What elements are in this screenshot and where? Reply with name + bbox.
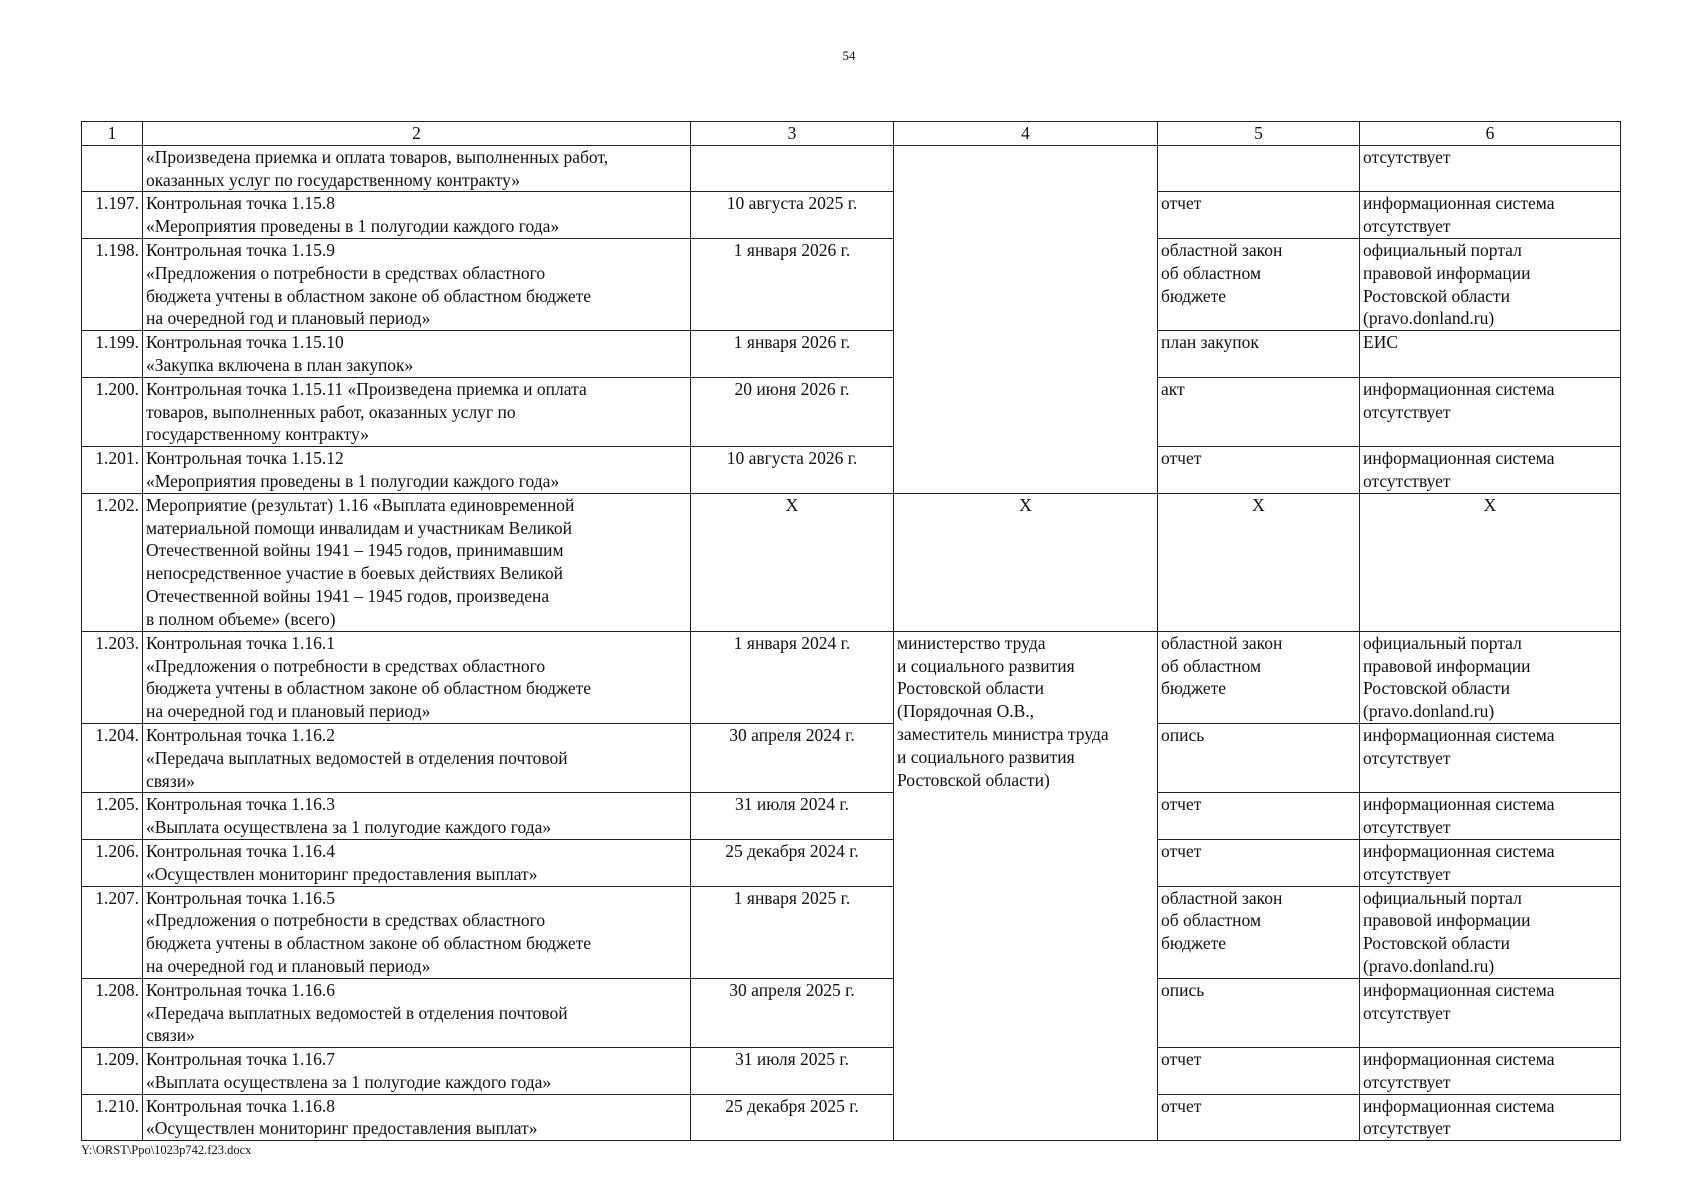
table-row bbox=[82, 839, 1621, 886]
row-description: «Произведена приемка и оплата товаров, выполненных работ, оказанных услуг по государственному контракту» bbox=[143, 145, 691, 192]
row-information-system: информационная система отсутствует bbox=[1360, 1048, 1621, 1095]
row-document: отчет bbox=[1158, 839, 1360, 886]
row-date bbox=[691, 145, 894, 192]
not-applicable-mark: X bbox=[691, 493, 894, 631]
row-description: Контрольная точка 1.15.10 «Закупка включена в план закупок» bbox=[143, 331, 691, 378]
row-document: опись bbox=[1158, 978, 1360, 1047]
row-document: план закупок bbox=[1158, 331, 1360, 378]
row-date: 25 декабря 2025 г. bbox=[691, 1094, 894, 1141]
table-row bbox=[82, 192, 1621, 239]
row-information-system: официальный портал правовой информации Ростовской области (pravo.donland.ru) bbox=[1360, 886, 1621, 978]
row-document bbox=[1158, 145, 1360, 192]
row-information-system: информационная система отсутствует bbox=[1360, 377, 1621, 446]
row-description: Контрольная точка 1.16.3 «Выплата осуществлена за 1 полугодие каждого года» bbox=[143, 793, 691, 840]
row-date: 10 августа 2025 г. bbox=[691, 192, 894, 239]
row-description: Контрольная точка 1.16.8 «Осуществлен мониторинг предоставления выплат» bbox=[143, 1094, 691, 1141]
row-document: акт bbox=[1158, 377, 1360, 446]
not-applicable-mark: X bbox=[894, 493, 1158, 631]
row-date: 20 июня 2026 г. bbox=[691, 377, 894, 446]
row-number: 1.205. bbox=[82, 793, 143, 840]
row-description: Контрольная точка 1.16.6 «Передача выплатных ведомостей в отделения почтовой связи» bbox=[143, 978, 691, 1047]
row-date: 31 июля 2024 г. bbox=[691, 793, 894, 840]
row-description: Мероприятие (результат) 1.16 «Выплата единовременной материальной помощи инвалидам и участникам Великой Отечественной войны 1941 – 1945 годов, принимавшим непосредственное участие в боевых действиях Великой Отечественной войны 1941 – 1945 годов, произведена в полном объеме» (всего) bbox=[143, 493, 691, 631]
row-number: 1.199. bbox=[82, 331, 143, 378]
row-document: областной закон об областном бюджете bbox=[1158, 886, 1360, 978]
row-description: Контрольная точка 1.15.12 «Мероприятия проведены в 1 полугодии каждого года» bbox=[143, 447, 691, 494]
row-number: 1.201. bbox=[82, 447, 143, 494]
row-date: 31 июля 2025 г. bbox=[691, 1048, 894, 1095]
table-row bbox=[82, 447, 1621, 494]
row-information-system: отсутствует bbox=[1360, 145, 1621, 192]
table-row bbox=[82, 793, 1621, 840]
table-row-event bbox=[82, 493, 1621, 631]
row-date: 30 апреля 2024 г. bbox=[691, 723, 894, 792]
row-information-system: информационная система отсутствует bbox=[1360, 839, 1621, 886]
row-document: опись bbox=[1158, 723, 1360, 792]
page-number: 54 bbox=[842, 48, 856, 63]
row-description: Контрольная точка 1.16.1 «Предложения о потребности в средствах областного бюджета учтены в областном законе об областном бюджете на очередной год и плановый период» bbox=[143, 631, 691, 723]
column-number-row bbox=[82, 122, 1621, 146]
row-description: Контрольная точка 1.16.7 «Выплата осуществлена за 1 полугодие каждого года» bbox=[143, 1048, 691, 1095]
table-row bbox=[82, 377, 1621, 446]
row-description: Контрольная точка 1.16.2 «Передача выплатных ведомостей в отделения почтовой связи» bbox=[143, 723, 691, 792]
row-information-system: информационная система отсутствует bbox=[1360, 793, 1621, 840]
table-row bbox=[82, 978, 1621, 1047]
row-description: Контрольная точка 1.15.11 «Произведена приемка и оплата товаров, выполненных работ, оказанных услуг по государственному контракту» bbox=[143, 377, 691, 446]
row-document: отчет bbox=[1158, 192, 1360, 239]
table-row bbox=[82, 1094, 1621, 1141]
responsible-executor: министерство труда и социального развития Ростовской области (Порядочная О.В., заместитель министра труда и социального развития Ростовской области) bbox=[894, 631, 1158, 1141]
row-date: 1 января 2026 г. bbox=[691, 331, 894, 378]
table-row bbox=[82, 723, 1621, 792]
row-date: 1 января 2025 г. bbox=[691, 886, 894, 978]
row-document: областной закон об областном бюджете bbox=[1158, 631, 1360, 723]
row-information-system: ЕИС bbox=[1360, 331, 1621, 378]
row-document: отчет bbox=[1158, 447, 1360, 494]
row-number: 1.209. bbox=[82, 1048, 143, 1095]
not-applicable-mark: X bbox=[1360, 493, 1621, 631]
row-date: 1 января 2026 г. bbox=[691, 238, 894, 330]
row-information-system: информационная система отсутствует bbox=[1360, 192, 1621, 239]
row-number bbox=[82, 145, 143, 192]
row-document: областной закон об областном бюджете bbox=[1158, 238, 1360, 330]
row-information-system: информационная система отсутствует bbox=[1360, 447, 1621, 494]
table-row bbox=[82, 886, 1621, 978]
table-row bbox=[82, 331, 1621, 378]
row-document: отчет bbox=[1158, 793, 1360, 840]
table-row bbox=[82, 145, 1621, 192]
row-information-system: информационная система отсутствует bbox=[1360, 1094, 1621, 1141]
column-number: 2 bbox=[143, 122, 691, 146]
responsible-cell-empty bbox=[894, 145, 1158, 493]
row-number: 1.206. bbox=[82, 839, 143, 886]
file-path-footer: Y:\ORST\Ppo\1023p742.f23.docx bbox=[81, 1143, 252, 1157]
table-row bbox=[82, 1048, 1621, 1095]
row-description: Контрольная точка 1.15.8 «Мероприятия проведены в 1 полугодии каждого года» bbox=[143, 192, 691, 239]
row-date: 30 апреля 2025 г. bbox=[691, 978, 894, 1047]
column-number: 1 bbox=[82, 122, 143, 146]
column-number: 4 bbox=[894, 122, 1158, 146]
row-number: 1.200. bbox=[82, 377, 143, 446]
table-row bbox=[82, 238, 1621, 330]
row-description: Контрольная точка 1.16.4 «Осуществлен мониторинг предоставления выплат» bbox=[143, 839, 691, 886]
row-number: 1.207. bbox=[82, 886, 143, 978]
row-number: 1.202. bbox=[82, 493, 143, 631]
column-number: 3 bbox=[691, 122, 894, 146]
row-number: 1.203. bbox=[82, 631, 143, 723]
not-applicable-mark: X bbox=[1158, 493, 1360, 631]
control-points-table bbox=[81, 121, 1621, 1141]
table-row bbox=[82, 631, 1621, 723]
row-information-system: информационная система отсутствует bbox=[1360, 978, 1621, 1047]
row-date: 25 декабря 2024 г. bbox=[691, 839, 894, 886]
row-description: Контрольная точка 1.16.5 «Предложения о потребности в средствах областного бюджета учтены в областном законе об областном бюджете на очередной год и плановый период» bbox=[143, 886, 691, 978]
row-number: 1.208. bbox=[82, 978, 143, 1047]
row-date: 10 августа 2026 г. bbox=[691, 447, 894, 494]
row-number: 1.204. bbox=[82, 723, 143, 792]
row-document: отчет bbox=[1158, 1094, 1360, 1141]
row-information-system: официальный портал правовой информации Ростовской области (pravo.donland.ru) bbox=[1360, 238, 1621, 330]
row-description: Контрольная точка 1.15.9 «Предложения о потребности в средствах областного бюджета учтены в областном законе об областном бюджете на очередной год и плановый период» bbox=[143, 238, 691, 330]
row-number: 1.197. bbox=[82, 192, 143, 239]
row-information-system: официальный портал правовой информации Ростовской области (pravo.donland.ru) bbox=[1360, 631, 1621, 723]
column-number: 6 bbox=[1360, 122, 1621, 146]
row-number: 1.198. bbox=[82, 238, 143, 330]
row-number: 1.210. bbox=[82, 1094, 143, 1141]
column-number: 5 bbox=[1158, 122, 1360, 146]
row-document: отчет bbox=[1158, 1048, 1360, 1095]
row-date: 1 января 2024 г. bbox=[691, 631, 894, 723]
row-information-system: информационная система отсутствует bbox=[1360, 723, 1621, 792]
